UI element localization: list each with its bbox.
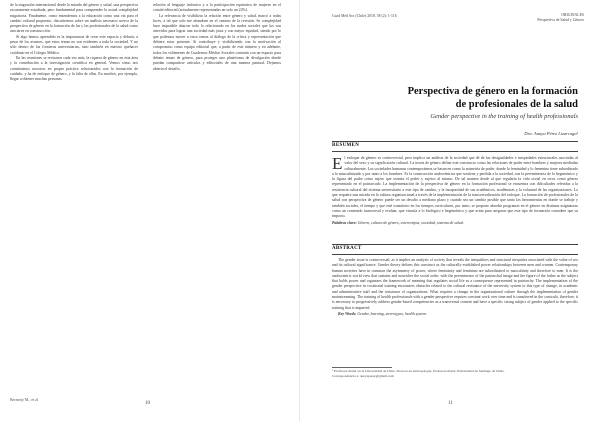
article-subtitle: Gender perspective in the training of health professionals [430,113,578,120]
resumen-text: l enfoque de género es controversial, pero implica un análisis de la sociedad que dé de las desigualdades e inequidades estructurales asociadas al valor del sexo y su significación cultural. La teoría de género define este constructo como las relaciones de poder entre hombres y mujeres mediadas culturalmente. Las sociedades humanas contemporáneas se basan en como la asimetría de poder, donde la feminidad y lo femenino tiene subordinado a lo masculinizado y por tanto a los hombres. Es la construcción androcéntrica que sostiene y perdida a la sociedad, con la preeminencia de lo hegemónico y la figura del padre como sujeto que ostenta el poder y sujetos al mismo. De tal manera desde al que regularía la vida social en otros como género representado en el patriarcado. La implementación de la perspectiva de género en la formación profesional se encuentra con dificultades referidas a la resistencia cultural del sistema universitario a este tipo de cambio, y la incapacidad de sus académicos, académicas y la voluntad de las organizaciones. Lo que requiere una mirada en la cultura organizacional a través de la implementación de la transversalización del enfoque. La formación de profesionales de la salud con perspectiva de género puede ser un desafío a mediano plazo y cuando sea un cambio posible que tanto las herramientas en donde se trabaje y también sociales, el tiempo y que esté transitorio en los tiempos curriculares, por tanto, se propone abordar programas en el género en distintas asignaturas como un contenido transversal y evaluar, que vincula a lo biológico e hegemónico y que actúa para asegurar que este tipo de formación considere que su impacto. [332,156,578,219]
footnote-line-2: Correspondencia a: aneyaperez@gmail.com [332,373,394,378]
resumen-body [332,156,578,226]
footnote-line-1: ¹ Profesora titular en la Universidad de Chile. Doctora en Antropología. Profesora titular Universidad de Santiago de Chile. [332,369,505,373]
resumen-heading: RESUMEN [332,143,360,148]
journal-header: Cuad Méd Soc (Chile) 2018, 58 (2): 1-116 [332,14,397,18]
right-page [300,0,600,421]
section-header [537,13,584,23]
page-number-left: 10 [145,401,150,406]
running-foot: Bermejo M., et al [10,397,39,402]
page-number-right: 11 [448,401,453,406]
keywords-text: Gender, learning, stereotypes, health system. [357,311,427,316]
palabras-clave [332,221,578,226]
divider-rule [332,151,578,152]
paragraph: La relevancia de visibilizar la relación entre género y salud, marcó a todas luces, a tal que solo me abandone en el camino de la revisión. Se complejidad hace imposible abarcar todo lo relacionado en los nudos sociales que los son atrevidos para lograr una sociedad más justa y con mayor equidad, siendo por lo que podemos mover a estos temas al diálogo de la crítica y representación que debiera estar presente. Si contribuye y visibilizando con la motivación al compromiso como equipo editorial que, a partir de este número y en adelante, todos los volúmenes de Cuadernos Médico Sociales contarán con un espacio para debatir temas de género, para proteger una plataforma de divulgación donde puedan compartirse artículos y editoriales de una manera puntual. Dejamos abierta el desafío. [153,13,281,71]
abstract-heading: ABSTRACT [332,246,362,251]
left-column-1 [10,3,138,82]
footnote-rule [332,367,392,368]
palabras-clave-label: Palabras clave: [332,220,357,225]
drop-cap: E [332,154,343,173]
abstract-body [332,258,578,317]
abstract-text: The gender issue is controversial, as it implies an analysis of society that reveals the inequalities and structural inequities associated with the value of sex and its cultural significance. Gender theory defines this construct as the culturally established power relationships between men and women. Contemporary human societies have in common the asymmetry of power, where femininity and feminism are subordinated to masculinity and therefore to men. It is the androcentric world view that sustains and nourishes the social order, with the preeminence of the patriarchal image and the figure of the father as the subject that holds power and organizes the framework of meaning that regulates social life as a consequence represented in patriarchy. The implementation of the gender perspective in vocational training encounters obstacles related to the cultural resistance of the university system to this type of change, in academic and administrative staff and the resistance of organizations. What requires a change in the organizational culture through the implementation of gender mainstreaming. The training of health professionals with a gender perspective requires constant work over time and is transferred in the curricula, therefore, it is necessary to progressively address gender-based competencies as a transversal content and have a specific strong subject of gender applied to the specific training that is imparted. [332,258,578,310]
article-author: Dra. Anaya Pérez Lizarraga¹ [524,131,578,136]
keywords-label: Key Words: [338,311,357,316]
divider-rule [332,254,578,255]
footnote [332,369,578,378]
paragraph: En las reuniones se revisaron cada vez más, la riqueza de género en esta área y la contribución a la investigación científica en general. Vemos cómo nos constituimos nosotros en propia práctica relacionados con la formación de cuidado, y ha de enfoque de género, y la falta de ellas. En muchos, por ejemplo, llegar a obtener muchas personas [10,55,138,82]
paragraph: de la migración internacional desde la mirada del género y salud, una perspectiva escasamente estudiada, pero fundamental para comprender la actual complejidad migratoria. Finalmente, como entendemos a la educación como una vía para el cambio cultural propuesto, discutiremos sobre un análisis necesario acerca de la perspectiva de género en la formación de los y las profesionales de la salud como una tarea en construcción. [10,3,138,34]
article-title: Perspectiva de género en la formación de profesionales de la salud [407,86,578,110]
divider-rule [332,141,578,142]
paragraph: relación al lenguaje inclusivo y a la participación equitativa de mujeres en el comité editorial (actualmente representadas en solo un 22%). [153,3,281,13]
section-header-line-1: ORIGINALES [561,13,584,17]
left-column-2 [153,3,281,72]
divider-rule [332,244,578,245]
keywords [332,312,578,317]
palabras-clave-text: Género, cultura de género, estereotipos, sociedad, sistema de salud. [357,220,464,225]
section-header-line-2: Perspectiva de Salud y Género [537,18,584,22]
paragraph: Si algo hemos aprendido es la importancia de crear este espacio y debatir, a pesar de los avances, que estos temas no son evidentes a toda la sociedad. Y no sólo dentro de las fronteras universitarias, sino también en nuestro quehacer cotidiano en el Colegio Médico. [10,34,138,55]
